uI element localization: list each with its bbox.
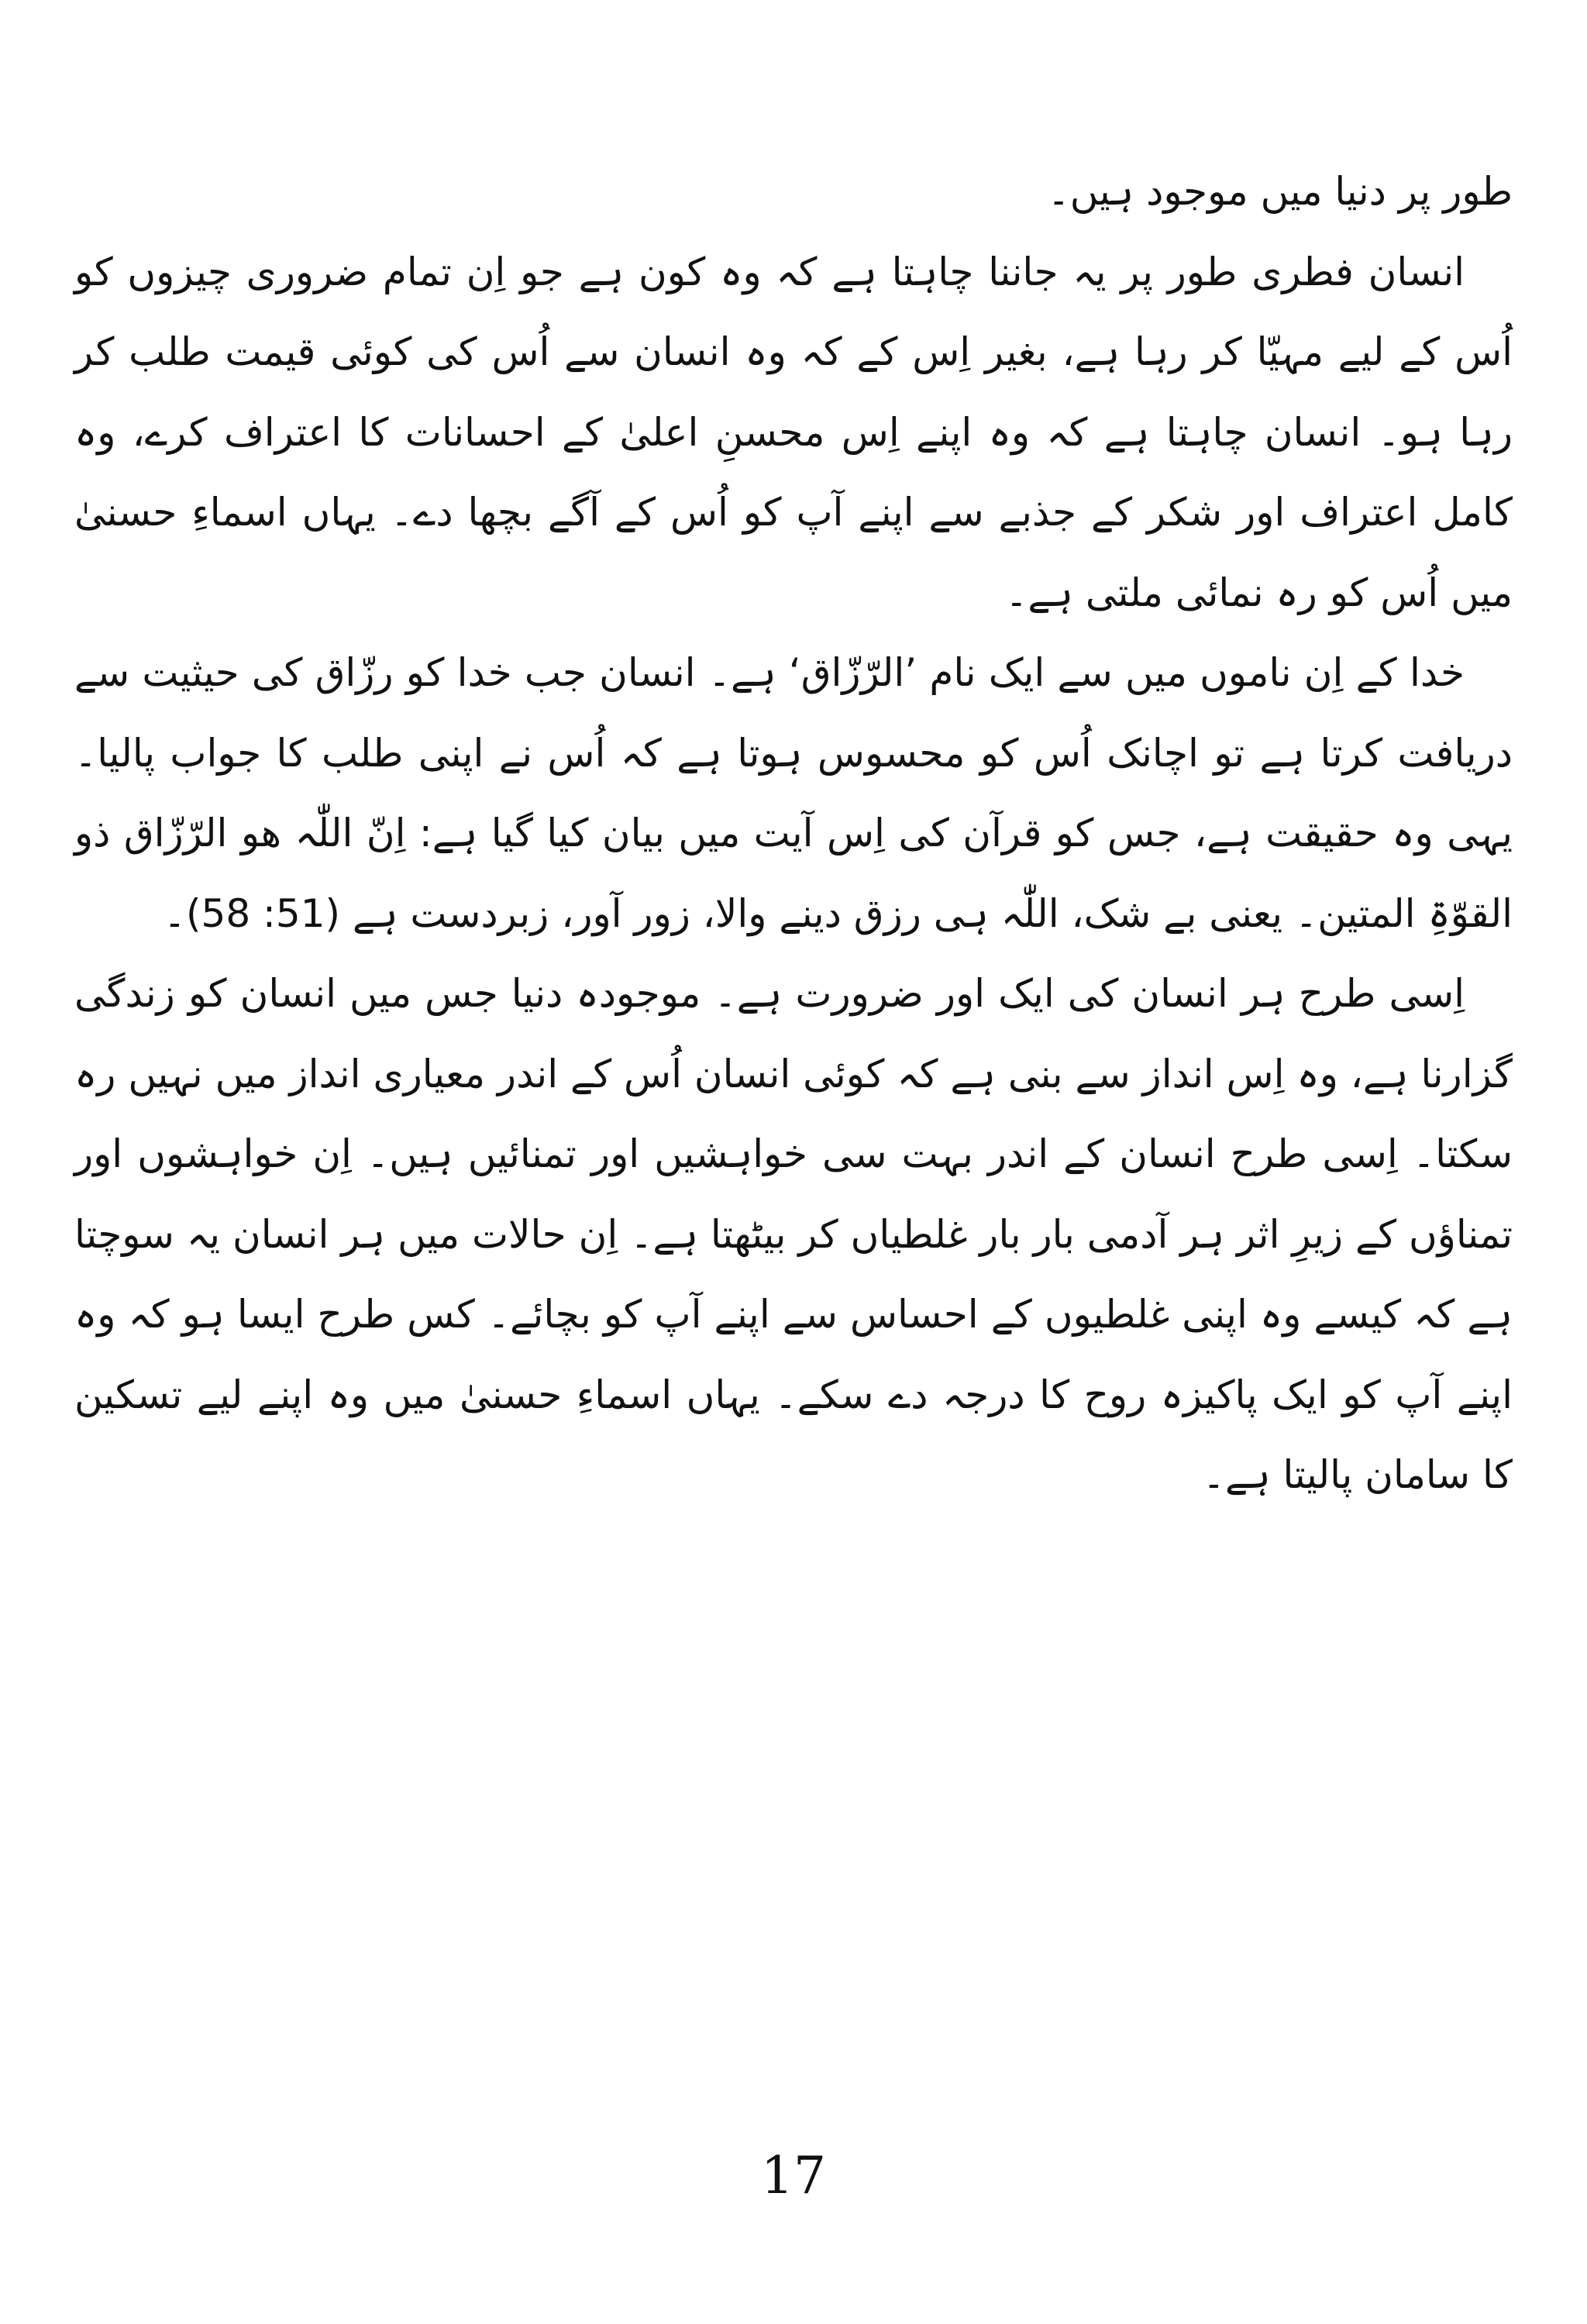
paragraph-continuation: طور پر دنیا میں موجود ہیں۔ bbox=[1047, 169, 1513, 214]
body-text bbox=[74, 152, 1513, 1516]
paragraph-al-razzaq: خدا کے اِن ناموں میں سے ایک نام ’الرّزّاق‘ ہے۔ انسان جب خدا کو رزّاق کی حیثیت سے دریافت کرتا ہے تو اچانک اُس کو محسوس ہوتا ہے کہ اُس نے اپنی طلب کا جواب پالیا۔ یہی وہ حقیقت ہے، جس کو قرآن کی اِس آیت میں بیان کیا گیا ہے: اِنّ اللّٰہ ھو الرّزّاق ذو القوّۃِ المتین۔ یعنی بے شک، اللّٰہ ہی رزق دینے والا، زور آور، زبردست ہے (51: 58)۔ bbox=[74, 650, 1513, 936]
paragraph-human-need: اِسی طرح ہر انسان کی ایک اور ضرورت ہے۔ موجودہ دنیا جس میں انسان کو زندگی گزارنا ہے، وہ اِس انداز سے بنی ہے کہ کوئی انسان اُس کے اندر معیاری انداز میں نہیں رہ سکتا۔ اِسی طرح انسان کے اندر بہت سی خواہشیں اور تمنائیں ہیں۔ اِن خواہشوں اور تمناؤں کے زیرِ اثر ہر آدمی بار بار غلطیاں کر بیٹھتا ہے۔ اِن حالات میں ہر انسان یہ سوچتا ہے کہ کیسے وہ اپنی غلطیوں کے احساس سے اپنے آپ کو بچائے۔ کس طرح ایسا ہو کہ وہ اپنے آپ کو ایک پاکیزہ روح کا درجہ دے سکے۔ یہاں اسماءِ حسنیٰ میں وہ اپنے لیے تسکین کا سامان پالیتا ہے۔ bbox=[74, 971, 1513, 1497]
page-number: 17 bbox=[761, 2146, 826, 2205]
paragraph-human-gratitude: انسان فطری طور پر یہ جاننا چاہتا ہے کہ وہ کون ہے جو اِن تمام ضروری چیزوں کو اُس کے لیے مہیّا کر رہا ہے، بغیر اِس کے کہ وہ انسان سے اُس کی کوئی قیمت طلب کر رہا ہو۔ انسان چاہتا ہے کہ وہ اپنے اِس محسنِ اعلیٰ کے احسانات کا اعتراف کرے، وہ کامل اعتراف اور شکر کے جذبے سے اپنے آپ کو اُس کے آگے بچھا دے۔ یہاں اسماءِ حسنیٰ میں اُس کو رہ نمائی ملتی ہے۔ bbox=[74, 249, 1513, 615]
